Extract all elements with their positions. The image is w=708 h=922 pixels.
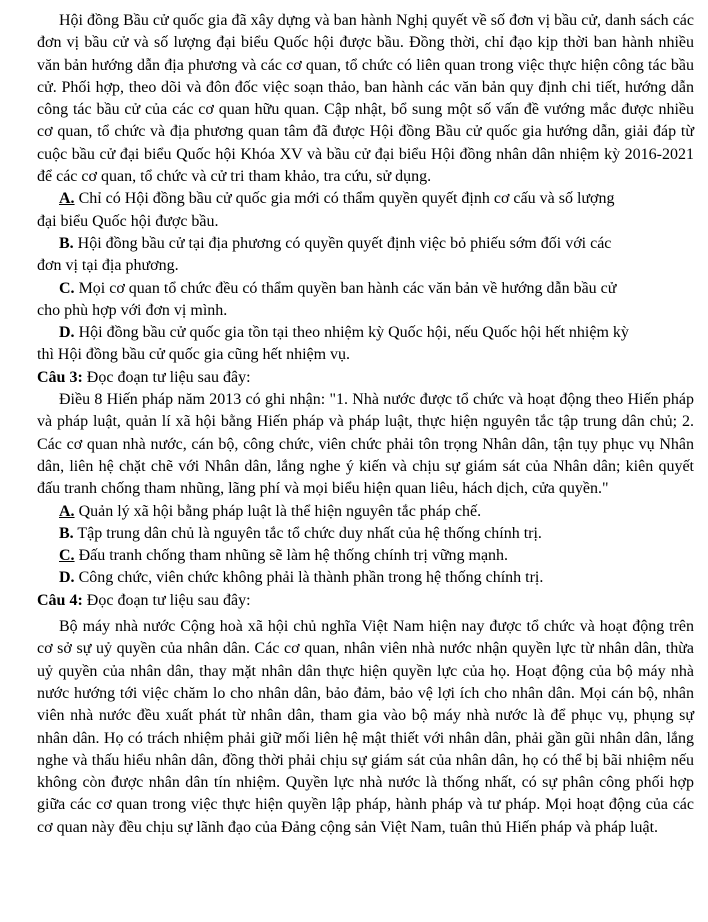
option-d-q3[interactable] bbox=[37, 567, 694, 589]
option-b-q2-continued: đơn vị tại địa phương. bbox=[37, 257, 179, 275]
option-letter: D. bbox=[59, 324, 75, 342]
passage-2: Hội đồng Bầu cử quốc gia đã xây dựng và ban hành Nghị quyết về số đơn vị bầu cử, danh sách các đơn vị bầu cử và số lượng đại biểu Quốc hội được bầu. Đồng thời, chỉ đạo kịp thời ban hành nhiều văn bản hướng dẫn địa phương và các cơ quan, tổ chức có liên quan trong việc thực hiện công tác bầu cử. Phối hợp, theo dõi và đôn đốc việc soạn thảo, ban hành các văn bản quy định chi tiết, hướng dẫn công tác bầu cử của các cơ quan hữu quan. Cập nhật, bổ sung một số vấn đề vướng mắc được nhiều cơ quan, tổ chức và địa phương quan tâm đã được Hội đồng Bầu cử quốc gia hướng dẫn, giải đáp từ cuộc bầu cử đại biểu Quốc hội Khóa XV và bầu cử đại biểu Hội đồng nhân dân nhiệm kỳ 2016-2021 để các cơ quan, tổ chức và cử tri tham khảo, tra cứu, sử dụng. bbox=[37, 12, 694, 186]
question-4-heading bbox=[37, 590, 694, 612]
option-text: Chỉ có Hội đồng bầu cử quốc gia mới có thẩm quyền quyết định cơ cấu và số lượng bbox=[78, 190, 615, 208]
option-b-q2[interactable] bbox=[37, 233, 694, 255]
option-c-q2[interactable] bbox=[37, 278, 694, 300]
option-d-q2-continued: thì Hội đồng bầu cử quốc gia cũng hết nhiệm vụ. bbox=[37, 346, 351, 364]
question-3-heading bbox=[37, 367, 694, 389]
passage-4: Bộ máy nhà nước Cộng hoà xã hội chủ nghĩa Việt Nam hiện nay được tổ chức và hoạt động trên cơ sở sự uỷ quyền của nhân dân. Các cơ quan, nhân viên nhà nước nhận quyền lực từ nhân dân, thừa uỷ quyền của nhân dân, thay mặt nhân dân thực hiện quyền lực của họ. Hoạt động của bộ máy nhà nước hướng tới việc chăm lo cho nhân dân, bảo đảm, bảo vệ lợi ích cho nhân dân. Mọi cán bộ, nhân viên nhà nước đều xuất phát từ nhân dân, tham gia vào bộ máy nhà nước là để phục vụ, phụng sự nhân dân. Họ có trách nhiệm phải giữ mối liên hệ mật thiết với nhân dân, phải gần gũi nhân dân, lắng nghe và thấu hiểu nhân dân, đồng thời phải chịu sự giám sát của nhân dân, họ có thể bị bãi nhiệm nếu không còn được nhân dân tín nhiệm. Quyền lực nhà nước là thống nhất, có sự phân công phối hợp giữa các cơ quan trong việc thực hiện quyền lập pháp, hành pháp và tư pháp. Mọi hoạt động của các cơ quan này đều chịu sự lãnh đạo của Đảng cộng sản Việt Nam, tuân thủ Hiến pháp và pháp luật. bbox=[37, 618, 694, 836]
question-prompt: Đọc đoạn tư liệu sau đây: bbox=[86, 368, 251, 386]
option-letter: B. bbox=[59, 524, 74, 542]
option-c-q2-continued: cho phù hợp với đơn vị mình. bbox=[37, 301, 228, 319]
option-letter: A. bbox=[59, 190, 75, 208]
question-prompt: Đọc đoạn tư liệu sau đây: bbox=[86, 591, 251, 609]
option-text: Đấu tranh chống tham nhũng sẽ làm hệ thống chính trị vững mạnh. bbox=[78, 547, 509, 565]
option-text: Quản lý xã hội bằng pháp luật là thể hiện nguyên tắc pháp chế. bbox=[78, 502, 482, 520]
option-letter: C. bbox=[59, 279, 75, 297]
option-text: Tập trung dân chủ là nguyên tắc tổ chức duy nhất của hệ thống chính trị. bbox=[77, 524, 542, 542]
option-a-q2[interactable] bbox=[37, 188, 694, 210]
option-a-q2-continued: đại biểu Quốc hội được bầu. bbox=[37, 212, 219, 230]
option-b-q3[interactable] bbox=[37, 523, 694, 545]
option-letter: B. bbox=[59, 234, 74, 252]
option-c-q3[interactable] bbox=[37, 545, 694, 567]
option-letter: A. bbox=[59, 502, 75, 520]
question-label: Câu 3: bbox=[37, 368, 83, 386]
option-text: Hội đồng bầu cử tại địa phương có quyền quyết định việc bỏ phiếu sớm đối với các bbox=[77, 234, 612, 252]
option-text: Hội đồng bầu cử quốc gia tồn tại theo nhiệm kỳ Quốc hội, nếu Quốc hội hết nhiệm kỳ bbox=[78, 324, 629, 342]
question-label: Câu 4: bbox=[37, 591, 83, 609]
option-letter: C. bbox=[59, 547, 75, 565]
option-a-q3[interactable] bbox=[37, 501, 694, 523]
option-text: Mọi cơ quan tổ chức đều có thẩm quyền ban hành các văn bản về hướng dẫn bầu cử bbox=[78, 279, 617, 297]
option-d-q2[interactable] bbox=[37, 322, 694, 344]
option-text: Công chức, viên chức không phải là thành phần trong hệ thống chính trị. bbox=[78, 569, 544, 587]
passage-3: Điều 8 Hiến pháp năm 2013 có ghi nhận: "1. Nhà nước được tổ chức và hoạt động theo Hiến pháp và pháp luật, quản lí xã hội bằng Hiến pháp và pháp luật, thực hiện nguyên tắc tập trung dân chủ; 2. Các cơ quan nhà nước, cán bộ, công chức, viên chức phải tôn trọng Nhân dân, tận tụy phục vụ Nhân dân, liên hệ chặt chẽ với Nhân dân, lắng nghe ý kiến và chịu sự giám sát của Nhân dân; kiên quyết đấu tranh chống tham nhũng, lãng phí và mọi biểu hiện quan liêu, hách dịch, cửa quyền." bbox=[37, 391, 694, 498]
option-letter: D. bbox=[59, 569, 75, 587]
